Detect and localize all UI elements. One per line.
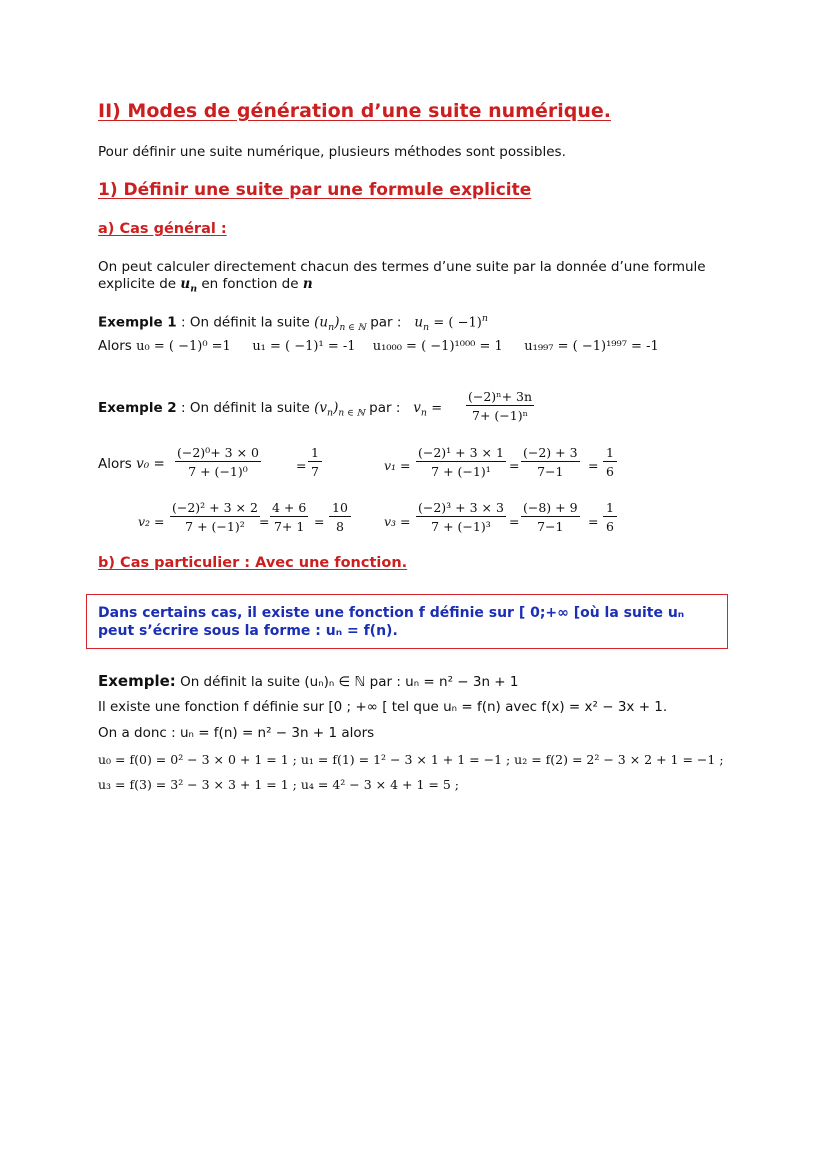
- para-a-line1: On peut calculer directement chacun des termes d’une suite par la donnée d’une formule: [98, 259, 706, 275]
- vn-formula-fraction: $\frac{\text{(−2)ⁿ+ 3n}}{\text{7+ (−1)ⁿ}}$: [468, 389, 533, 423]
- definition-box: [86, 594, 728, 649]
- example-3-line2: Il existe une fonction f définie sur [0 ; +∞ [ tel que uₙ = f(n) avec f(x) = x² − 3x + 1.: [98, 699, 668, 715]
- example-3-line3: On a donc : uₙ = f(n) = n² − 3n + 1 alors: [98, 725, 375, 741]
- v0-result: $\frac{1}{7}$: [308, 445, 322, 479]
- v2-equals-2: =: [314, 514, 325, 529]
- v2-fraction: $\frac{\text{(−2)² + 3 × 2}}{\text{7 + (−1)²}}$: [172, 500, 258, 534]
- example-2-line: Exemple 2 : On définit la suite $(v_n)_{n \in ℕ}$ par : $v_n$ =: [98, 400, 443, 419]
- v0-lhs: Alors v₀ =: [98, 456, 165, 472]
- v2-equals-1: =: [259, 514, 270, 529]
- v3-result: $\frac{1}{6}$: [603, 500, 617, 534]
- page-title: II) Modes de génération d’une suite numérique.: [98, 100, 611, 122]
- v2-lhs: v₂ =: [138, 514, 165, 529]
- v1-lhs: v₁ =: [384, 458, 411, 473]
- v2-mid-fraction: $\frac{4 + 6}{7+ 1}$: [272, 500, 307, 534]
- section-1-heading: 1) Définir une suite par une formule explicite: [98, 180, 532, 200]
- example-3-line4: u₀ = f(0) = 0² − 3 × 0 + 1 = 1 ; u₁ = f(1) = 1² − 3 × 1 + 1 = −1 ; u₂ = f(2) = 2² − 3 × 2 + 1 = −1 ;: [98, 752, 724, 767]
- example-3-line1: Exemple: On définit la suite (uₙ)ₙ ∈ ℕ par : uₙ = n² − 3n + 1: [98, 672, 519, 690]
- para-a-line2: explicite de $u_n$ en fonction de n: [98, 276, 313, 295]
- example-1-results: Alors u₀ = ( −1)⁰ =1 u₁ = ( −1)¹ = -1 u₁₀₀₀ = ( −1)¹⁰⁰⁰ = 1 u₁₉₉₇ = ( −1)¹⁹⁹⁷ = -1: [98, 338, 659, 354]
- v2-result: $\frac{10}{8}$: [329, 500, 351, 534]
- v1-equals-2: =: [588, 458, 599, 473]
- v3-mid-fraction: $\frac{(-8) + 9}{7-1}$: [523, 500, 578, 534]
- v3-equals-2: =: [588, 514, 599, 529]
- example-1-line: Exemple 1 : On définit la suite $(u_n)_{n \in ℕ}$ par : $u_n$ = ( −1)$^n$: [98, 313, 488, 334]
- v3-equals-1: =: [509, 514, 520, 529]
- v3-fraction: $\frac{\text{(−2)³ + 3 × 3}}{\text{7 + (−1)³}}$: [418, 500, 504, 534]
- intro-text: Pour définir une suite numérique, plusieurs méthodes sont possibles.: [98, 144, 566, 160]
- v1-result: $\frac{1}{6}$: [603, 445, 617, 479]
- definition-line1: Dans certains cas, il existe une fonction f définie sur [ 0;+∞ [où la suite uₙ: [98, 605, 685, 621]
- definition-line2: peut s’écrire sous la forme : uₙ = f(n).: [98, 623, 398, 639]
- v0-equals: =: [296, 458, 307, 473]
- v1-fraction: $\frac{\text{(−2)¹ + 3 × 1}}{\text{7 + (−1)¹}}$: [418, 445, 504, 479]
- subsection-b-heading: b) Cas particulier : Avec une fonction.: [98, 555, 408, 571]
- v1-mid-fraction: $\frac{(-2) + 3}{7-1}$: [523, 445, 578, 479]
- example-3-line5: u₃ = f(3) = 3² − 3 × 3 + 1 = 1 ; u₄ = 4² − 3 × 4 + 1 = 5 ;: [98, 777, 459, 792]
- subsection-a-heading: a) Cas général :: [98, 221, 227, 237]
- v3-lhs: v₃ =: [384, 514, 411, 529]
- v0-fraction: $\frac{\text{(−2)⁰+ 3 × 0}}{\text{7 + (−1)⁰}}$: [177, 445, 259, 479]
- v1-equals-1: =: [509, 458, 520, 473]
